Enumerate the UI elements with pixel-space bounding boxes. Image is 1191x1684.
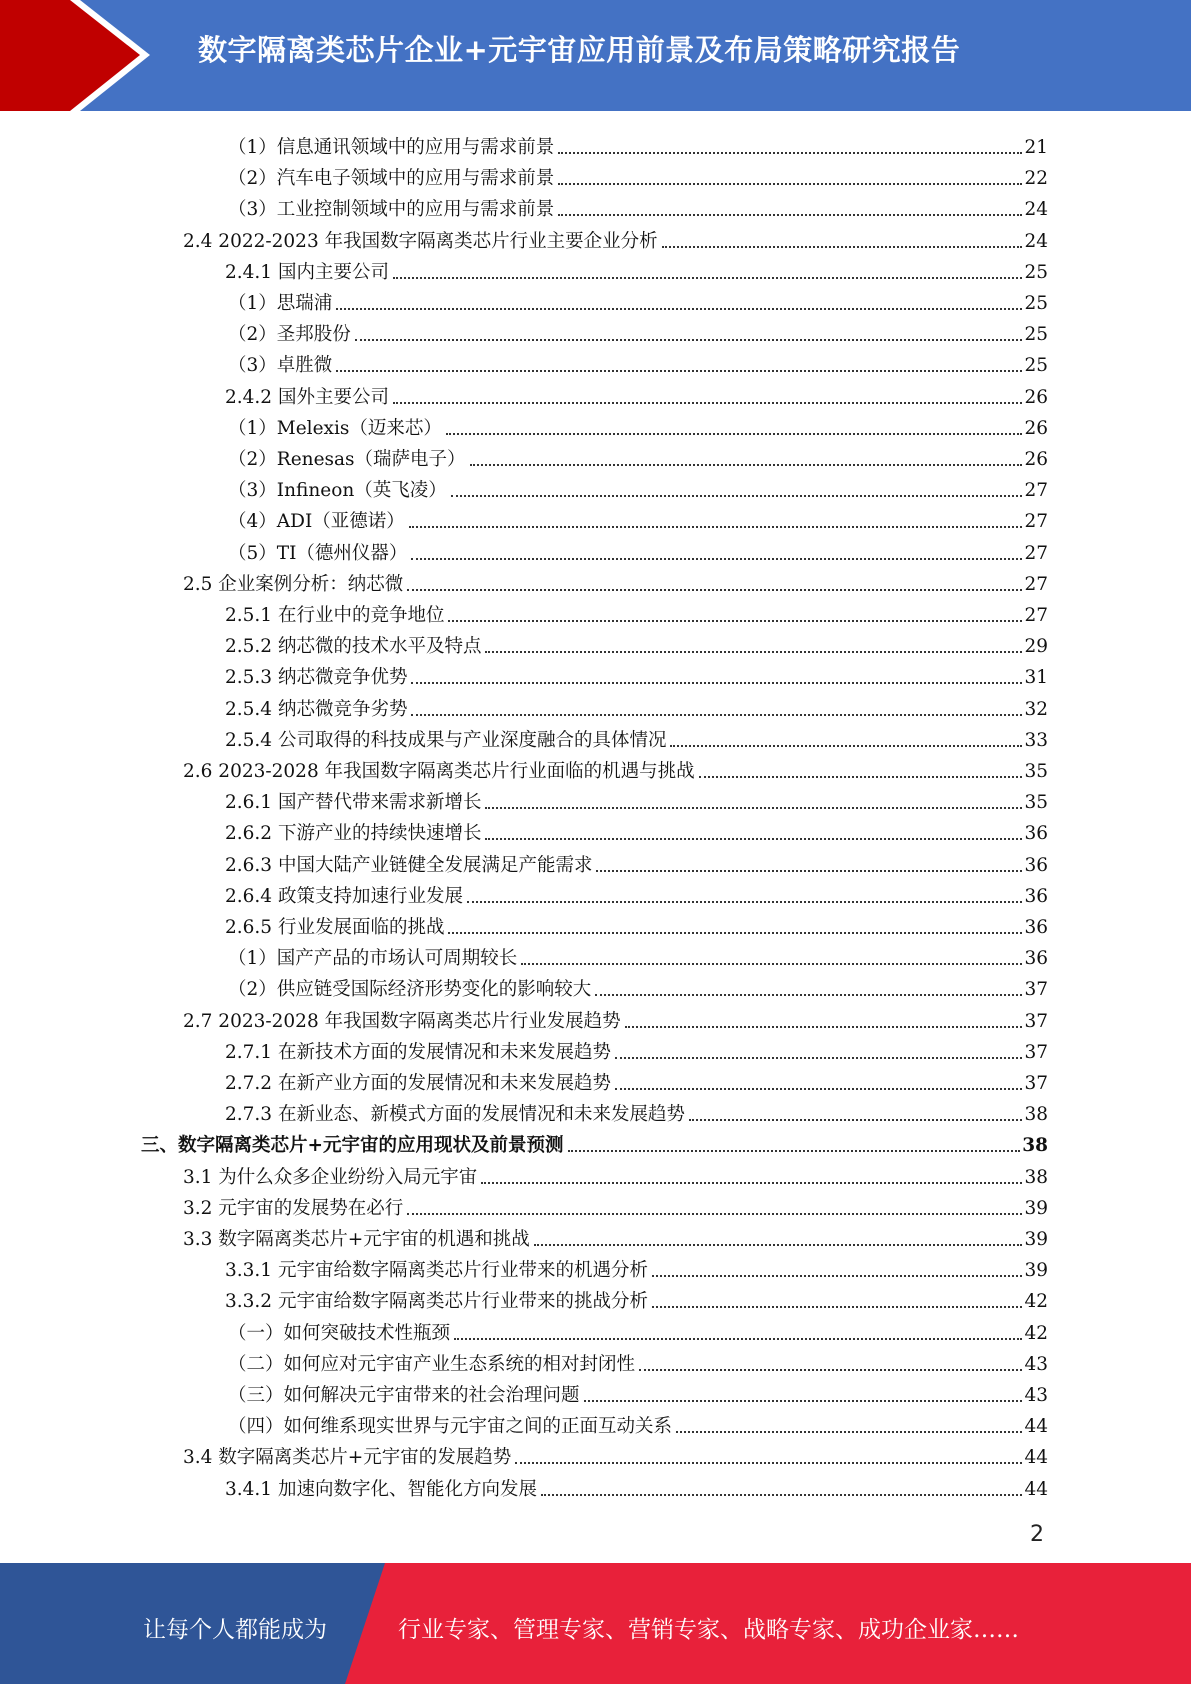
toc-entry[interactable]: [228, 1407, 1048, 1438]
toc-dot-leader: [407, 1213, 1022, 1215]
toc-entry[interactable]: [183, 565, 1048, 596]
toc-entry[interactable]: [228, 939, 1048, 970]
toc-entry-title: （3）工业控制领域中的应用与需求前景: [228, 199, 555, 221]
toc-entry[interactable]: [225, 908, 1048, 939]
toc-dot-leader: [662, 246, 1023, 248]
toc-entry[interactable]: [225, 1470, 1048, 1501]
toc-entry[interactable]: [225, 253, 1048, 284]
toc-dot-leader: [652, 1275, 1022, 1277]
toc-entry-page: 36: [1024, 854, 1048, 876]
toc-dot-leader: [558, 152, 1022, 154]
toc-dot-leader: [485, 651, 1022, 653]
toc-dot-leader: [515, 1462, 1022, 1464]
toc-dot-leader: [541, 1494, 1022, 1496]
toc-entry-title: 2.6.5 行业发展面临的挑战: [225, 917, 445, 938]
report-title: 数字隔离类芯片企业+元宇宙应用前景及布局策略研究报告: [198, 33, 961, 67]
toc-entry-title: （2）汽车电子领域中的应用与需求前景: [228, 168, 555, 190]
toc-entry-page: 42: [1024, 1291, 1048, 1313]
toc-entry-title: （5）TI（德州仪器）: [228, 542, 408, 564]
toc-entry-title: 2.7 2023-2028 年我国数字隔离类芯片行业发展趋势: [183, 1010, 621, 1032]
toc-entry[interactable]: [225, 1064, 1048, 1095]
toc-entry-title: （3）卓胜微: [228, 355, 333, 377]
toc-entry[interactable]: [225, 814, 1048, 845]
toc-entry[interactable]: [225, 783, 1048, 814]
toc-entry-page: 38: [1024, 1166, 1048, 1188]
toc-dot-leader: [558, 183, 1022, 185]
toc-entry-title: 2.7.3 在新业态、新模式方面的发展情况和未来发展趋势: [225, 1104, 685, 1126]
toc-entry-title: 2.5.1 在行业中的竞争地位: [225, 605, 445, 626]
toc-entry[interactable]: [225, 596, 1048, 627]
toc-dot-leader: [336, 308, 1022, 310]
toc-dot-leader: [639, 1369, 1022, 1371]
toc-entry-title: （3）Infineon（英飞凌）: [228, 480, 447, 502]
toc-entry-title: 2.6.4 政策支持加速行业发展: [225, 885, 463, 907]
toc-entry[interactable]: [183, 1438, 1048, 1469]
toc-entry-page: 33: [1024, 729, 1048, 751]
toc-entry[interactable]: [225, 1282, 1048, 1313]
toc-entry-title: （二）如何应对元宇宙产业生态系统的相对封闭性: [228, 1353, 636, 1375]
toc-dot-leader: [393, 402, 1022, 404]
toc-entry[interactable]: [225, 721, 1048, 752]
toc-entry-page: 38: [1022, 1135, 1048, 1157]
toc-entry-page: 26: [1024, 386, 1048, 408]
toc-entry-page: 36: [1024, 885, 1048, 907]
toc-dot-leader: [615, 1057, 1022, 1059]
toc-entry[interactable]: [228, 534, 1048, 565]
toc-dot-leader: [584, 1400, 1023, 1402]
toc-entry-title: 2.5.2 纳芯微的技术水平及特点: [225, 636, 482, 658]
toc-dot-leader: [568, 1150, 1021, 1152]
toc-entry-page: 38: [1024, 1104, 1048, 1126]
toc-entry[interactable]: [228, 315, 1048, 346]
toc-entry-title: 2.4 2022-2023 年我国数字隔离类芯片行业主要企业分析: [183, 230, 658, 252]
toc-entry-page: 27: [1024, 573, 1048, 595]
toc-entry-page: 37: [1024, 1073, 1048, 1094]
toc-entry-title: 3.3.2 元宇宙给数字隔离类芯片行业带来的挑战分析: [225, 1291, 648, 1313]
toc-dot-leader: [336, 370, 1022, 372]
toc-entry-title: 2.6 2023-2028 年我国数字隔离类芯片行业面临的机遇与挑战: [183, 761, 695, 782]
toc-entry[interactable]: [225, 1095, 1048, 1126]
toc-dot-leader: [448, 620, 1022, 622]
toc-dot-leader: [558, 214, 1022, 216]
toc-entry[interactable]: [225, 1033, 1048, 1064]
toc-entry[interactable]: [228, 471, 1048, 502]
toc-entry-title: （1）Melexis（迈来芯）: [228, 417, 442, 439]
toc-entry-title: （2）Renesas（瑞萨电子）: [228, 449, 466, 470]
toc-entry-title: 2.6.1 国产替代带来需求新增长: [225, 792, 482, 814]
toc-entry-title: 3.3.1 元宇宙给数字隔离类芯片行业带来的机遇分析: [225, 1260, 648, 1282]
toc-entry-title: 3.4 数字隔离类芯片+元宇宙的发展趋势: [183, 1447, 512, 1469]
toc-dot-leader: [454, 1338, 1022, 1340]
toc-entry-page: 42: [1024, 1322, 1048, 1344]
toc-dot-leader: [481, 1182, 1022, 1184]
toc-entry-page: 27: [1024, 511, 1048, 533]
toc-entry[interactable]: [228, 346, 1048, 377]
toc-dot-leader: [596, 870, 1022, 872]
toc-entry-title: 3.2 元宇宙的发展势在必行: [183, 1197, 404, 1219]
toc-dot-leader: [407, 589, 1022, 591]
toc-entry-page: 37: [1024, 1010, 1048, 1032]
toc-entry-title: （1）信息通讯领域中的应用与需求前景: [228, 137, 555, 158]
toc-dot-leader: [448, 932, 1022, 934]
toc-entry-title: 2.4.1 国内主要公司: [225, 261, 389, 283]
toc-entry[interactable]: [228, 1345, 1048, 1376]
toc-entry-page: 36: [1024, 917, 1048, 938]
toc-entry-page: 25: [1024, 355, 1048, 377]
toc-entry-title: 3.3 数字隔离类芯片+元宇宙的机遇和挑战: [183, 1229, 530, 1250]
toc-entry[interactable]: [228, 284, 1048, 315]
toc-entry-page: 31: [1024, 667, 1048, 689]
toc-entry[interactable]: [225, 627, 1048, 658]
toc-entry[interactable]: [228, 1376, 1048, 1407]
toc-entry[interactable]: [183, 1220, 1048, 1251]
toc-entry[interactable]: [225, 658, 1048, 689]
toc-entry[interactable]: [141, 1126, 1048, 1157]
toc-entry-title: 2.4.2 国外主要公司: [225, 386, 389, 408]
toc-dot-leader: [470, 464, 1023, 466]
toc-entry-page: 22: [1024, 168, 1048, 190]
toc-entry[interactable]: [228, 440, 1048, 471]
toc-dot-leader: [393, 277, 1022, 279]
toc-entry-title: （四）如何维系现实世界与元宇宙之间的正面互动关系: [228, 1416, 673, 1438]
toc-dot-leader: [446, 433, 1023, 435]
toc-entry[interactable]: [183, 752, 1048, 783]
toc-dot-leader: [689, 1119, 1022, 1121]
toc-dot-leader: [355, 339, 1023, 341]
toc-entry-page: 21: [1024, 137, 1048, 158]
toc-entry-page: 29: [1024, 636, 1048, 658]
toc-dot-leader: [595, 994, 1022, 996]
toc-entry-page: 36: [1024, 823, 1048, 845]
footer-slogan-left: 让每个人都能成为: [143, 1617, 327, 1643]
toc-entry-title: （三）如何解决元宇宙带来的社会治理问题: [228, 1385, 580, 1406]
toc-entry[interactable]: [228, 190, 1048, 221]
toc-entry-page: 32: [1024, 698, 1048, 720]
toc-entry-title: （1）思瑞浦: [228, 293, 333, 314]
toc-entry-page: 24: [1024, 199, 1048, 221]
toc-entry[interactable]: [228, 502, 1048, 533]
toc-entry[interactable]: [225, 877, 1048, 908]
toc-entry-page: 39: [1024, 1197, 1048, 1219]
toc-entry-page: 39: [1024, 1260, 1048, 1282]
toc-entry-title: 三、数字隔离类芯片+元宇宙的应用现状及前景预测: [141, 1135, 564, 1157]
toc-entry-title: （4）ADI（亚德诺）: [228, 511, 405, 533]
toc-entry-title: 2.6.3 中国大陆产业链健全发展满足产能需求: [225, 854, 593, 876]
toc-entry-title: 2.5.4 纳芯微竞争劣势: [225, 698, 408, 720]
toc-entry[interactable]: [228, 159, 1048, 190]
toc-entry-page: 39: [1024, 1229, 1048, 1250]
toc-dot-leader: [467, 901, 1022, 903]
toc-dot-leader: [699, 776, 1023, 778]
toc-dot-leader: [411, 558, 1022, 560]
toc-dot-leader: [652, 1306, 1022, 1308]
toc-entry-page: 36: [1024, 948, 1048, 970]
toc-entry[interactable]: [228, 970, 1048, 1001]
toc-entry-title: （2）供应链受国际经济形势变化的影响较大: [228, 979, 592, 1001]
toc-entry-page: 27: [1024, 480, 1048, 502]
page-number: 2: [1030, 1522, 1044, 1547]
toc-dot-leader: [534, 1244, 1023, 1246]
toc-entry-page: 44: [1024, 1478, 1048, 1500]
toc-entry-title: 2.5.4 公司取得的科技成果与产业深度融合的具体情况: [225, 729, 667, 751]
toc-entry-page: 25: [1024, 293, 1048, 314]
toc-entry-page: 27: [1024, 542, 1048, 564]
toc-entry-title: （1）国产产品的市场认可周期较长: [228, 948, 518, 970]
toc-dot-leader: [676, 1431, 1022, 1433]
page-footer: [0, 1563, 1191, 1684]
toc-dot-leader: [451, 495, 1023, 497]
toc-dot-leader: [670, 745, 1022, 747]
toc-dot-leader: [485, 807, 1022, 809]
toc-entry[interactable]: [225, 1251, 1048, 1282]
toc-entry-page: 25: [1024, 324, 1048, 346]
toc-entry[interactable]: [225, 690, 1048, 721]
toc-entry-page: 24: [1024, 230, 1048, 252]
toc-entry-title: 2.6.2 下游产业的持续快速增长: [225, 823, 482, 845]
toc-entry-title: （一）如何突破技术性瓶颈: [228, 1322, 451, 1344]
toc-dot-leader: [521, 963, 1022, 965]
toc-dot-leader: [411, 714, 1022, 716]
footer-slogan-right: 行业专家、管理专家、营销专家、战略专家、成功企业家……: [398, 1617, 1019, 1643]
toc-dot-leader: [411, 682, 1022, 684]
toc-entry[interactable]: [225, 846, 1048, 877]
toc-dot-leader: [615, 1088, 1022, 1090]
toc-entry-title: 3.4.1 加速向数字化、智能化方向发展: [225, 1478, 537, 1500]
toc-entry-title: 2.7.1 在新技术方面的发展情况和未来发展趋势: [225, 1041, 611, 1063]
toc-entry[interactable]: [228, 1314, 1048, 1345]
toc-entry-title: 2.5.3 纳芯微竞争优势: [225, 667, 408, 689]
toc-entry-page: 35: [1024, 792, 1048, 814]
toc-entry-page: 43: [1024, 1353, 1048, 1375]
toc-entry[interactable]: [225, 378, 1048, 409]
toc-entry[interactable]: [183, 1158, 1048, 1189]
toc-entry[interactable]: [183, 222, 1048, 253]
toc-entry-title: 3.1 为什么众多企业纷纷入局元宇宙: [183, 1166, 478, 1188]
toc-entry-title: 2.5 企业案例分析：纳芯微: [183, 573, 404, 595]
toc-entry-page: 26: [1024, 417, 1048, 439]
toc-entry[interactable]: [183, 1002, 1048, 1033]
toc-entry-page: 44: [1024, 1447, 1048, 1469]
toc-entry[interactable]: [228, 128, 1048, 159]
toc-entry-page: 37: [1024, 979, 1048, 1001]
toc-entry-page: 37: [1024, 1041, 1048, 1063]
toc-dot-leader: [409, 526, 1023, 528]
toc-entry[interactable]: [228, 409, 1048, 440]
toc-entry[interactable]: [183, 1189, 1048, 1220]
report-header: [0, 0, 1191, 111]
toc-entry-title: （2）圣邦股份: [228, 324, 351, 346]
toc-entry-page: 44: [1024, 1416, 1048, 1438]
toc-entry-page: 25: [1024, 261, 1048, 283]
toc-entry-page: 43: [1024, 1385, 1048, 1406]
toc-entry-page: 26: [1024, 449, 1048, 470]
toc-entry-page: 35: [1024, 761, 1048, 782]
toc-entry-title: 2.7.2 在新产业方面的发展情况和未来发展趋势: [225, 1073, 611, 1094]
toc-dot-leader: [625, 1026, 1023, 1028]
toc-entry-page: 27: [1024, 605, 1048, 626]
toc-dot-leader: [485, 838, 1022, 840]
header-arrow-icon: [0, 0, 140, 111]
